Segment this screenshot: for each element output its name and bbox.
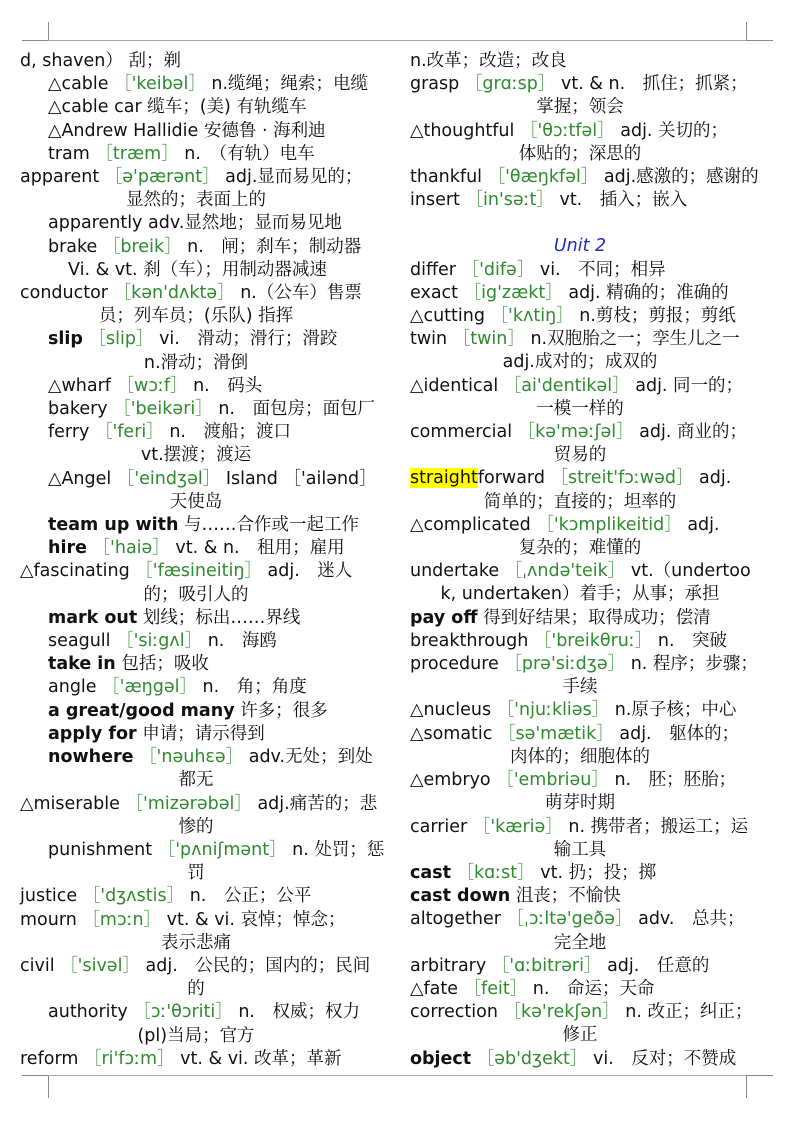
crop-mark-top-left bbox=[22, 22, 49, 41]
definition-continued: 表示悲痛 bbox=[161, 932, 231, 953]
headword: tram bbox=[48, 143, 90, 164]
vocab-entry bbox=[20, 560, 372, 583]
headword: △nucleus bbox=[410, 700, 492, 721]
phonetic: ［'breikθruː］ bbox=[533, 630, 653, 651]
vocab-column-right bbox=[410, 50, 759, 1071]
headword: apply for bbox=[48, 723, 137, 744]
vocab-entry bbox=[20, 909, 372, 932]
headword: cast bbox=[410, 862, 451, 883]
vocab-entry bbox=[410, 50, 750, 73]
headword: hire bbox=[48, 538, 87, 559]
phonetic: ［grɑːsp］ bbox=[464, 74, 556, 95]
definition: vt. & vi. 改革；革新 bbox=[180, 1048, 342, 1069]
headword: grasp bbox=[410, 74, 460, 95]
definition: adv.无处；到处 bbox=[248, 747, 373, 768]
definition-continued: 的；吸引人的 bbox=[143, 584, 249, 605]
phonetic: ［slip］ bbox=[88, 329, 154, 350]
vocab-entry bbox=[20, 166, 372, 189]
headword: apparently bbox=[48, 213, 143, 234]
vocab-list-continued bbox=[410, 50, 759, 212]
definition-continued: 萌芽时期 bbox=[545, 793, 615, 814]
definition: n.双胞胎之一；孪生儿之一 bbox=[530, 329, 740, 350]
headword: correction bbox=[410, 1002, 498, 1023]
definition: 申请；请示得到 bbox=[142, 723, 265, 744]
phonetic: ［'keibəl］ bbox=[114, 74, 206, 95]
phonetic: ［in'səːt］ bbox=[465, 190, 554, 211]
phonetic: ［ai'dentikəl］ bbox=[503, 375, 630, 396]
phonetic: ［'beikəri］ bbox=[113, 399, 213, 420]
definition: Vi. & vt. 刹（车）；用制动器减速 bbox=[68, 259, 327, 280]
definition-continued: 惨的 bbox=[178, 816, 214, 837]
vocab-entry bbox=[410, 699, 750, 722]
phonetic: ［'eindʒəl］ bbox=[116, 468, 221, 489]
headword: △Andrew Hallidie bbox=[48, 120, 199, 141]
vocab-entry bbox=[410, 1048, 750, 1071]
headword: thankful bbox=[410, 167, 483, 188]
definition: adj.感激的；感谢的 bbox=[603, 167, 759, 188]
phonetic: ［kə'rekʃən］ bbox=[503, 1002, 620, 1023]
headword: △cable bbox=[48, 74, 109, 95]
headword: ferry bbox=[48, 422, 90, 443]
vocab-entry bbox=[410, 885, 750, 908]
vocab-entry bbox=[410, 259, 750, 282]
definition: 刮；剃 bbox=[128, 51, 181, 71]
phonetic: ［'pʌniʃmənt］ bbox=[157, 839, 287, 860]
definition-continued: 手续 bbox=[562, 677, 598, 698]
definition: 许多；很多 bbox=[240, 700, 328, 721]
definition: adj. 关切的； bbox=[620, 120, 729, 141]
vocab-list-unit-2 bbox=[410, 259, 758, 1071]
definition-continued: 显然的；表面上的 bbox=[126, 190, 266, 211]
phonetic: ［mɔːn］ bbox=[82, 909, 162, 930]
vocab-entry bbox=[410, 607, 750, 630]
vocab-entry bbox=[20, 793, 378, 816]
phonetic: ［ˌʌndə'teik］ bbox=[504, 561, 626, 582]
crop-mark-bottom-left bbox=[22, 1075, 49, 1098]
vocab-entry bbox=[410, 723, 750, 746]
phonetic: ［'mizərəbəl］ bbox=[125, 793, 252, 814]
vocab-entry bbox=[20, 723, 372, 746]
vocab-entry bbox=[20, 1001, 372, 1024]
headword: commercial bbox=[410, 422, 513, 443]
definition: 得到好结果；取得成功；偿清 bbox=[483, 607, 711, 628]
headword: △complicated bbox=[410, 514, 531, 535]
phonetic: ［kə'məːʃəl］ bbox=[517, 422, 634, 443]
vocab-entry bbox=[20, 1048, 372, 1071]
vocab-entry bbox=[410, 630, 750, 653]
phonetic: ［'nəuhεə］ bbox=[139, 747, 244, 768]
vocab-entry bbox=[410, 560, 750, 583]
phonetic: ［'θɔːtfəl］ bbox=[519, 120, 615, 141]
definition-continued: 的 bbox=[187, 979, 205, 1000]
definition: vt. & n. 租用；雇用 bbox=[175, 538, 345, 559]
definition: vt. & n. 抓住；抓紧； bbox=[560, 74, 748, 95]
definition-continued: 输工具 bbox=[553, 839, 607, 860]
definition: adj. bbox=[699, 468, 732, 489]
phonetic: ［sə'mætik］ bbox=[497, 723, 614, 744]
phonetic: ［træm］ bbox=[95, 143, 179, 164]
definition: 缆车；(美) 有轨缆车 bbox=[147, 97, 307, 118]
definition: n. 面包房；面包厂 bbox=[218, 399, 375, 420]
vocab-entry bbox=[20, 212, 372, 235]
definition: adj. 商业的； bbox=[639, 422, 747, 443]
vocab-entry bbox=[410, 282, 750, 305]
headword: exact bbox=[410, 282, 459, 303]
unit-heading: Unit 2 bbox=[553, 236, 607, 257]
phonetic: ［kɑːst］ bbox=[456, 862, 535, 883]
vocab-entry bbox=[410, 467, 750, 490]
definition-continued: 完全地 bbox=[553, 932, 607, 953]
headword: nowhere bbox=[48, 747, 134, 768]
headword: △fascinating bbox=[20, 561, 130, 582]
vocab-entry bbox=[20, 328, 372, 351]
definition-continued: 一模一样的 bbox=[536, 398, 624, 419]
headword: △fate bbox=[410, 978, 458, 999]
definition: vt. 扔；投；掷 bbox=[540, 862, 657, 883]
headword: cast down bbox=[410, 886, 511, 907]
headword: slip bbox=[48, 329, 83, 350]
headword: apparent bbox=[20, 167, 100, 188]
headword: insert bbox=[410, 190, 460, 211]
definition-continued: n.滑动；滑倒 bbox=[143, 352, 249, 373]
definition: 与……合作或一起工作 bbox=[184, 515, 360, 536]
headword: bakery bbox=[48, 399, 108, 420]
vocab-entry bbox=[410, 769, 750, 792]
vocab-entry bbox=[20, 375, 372, 398]
vocab-entry bbox=[20, 607, 372, 630]
vocab-entry bbox=[20, 746, 372, 769]
definition: adj. 精确的；准确的 bbox=[568, 282, 729, 303]
definition: n. 公正；公平 bbox=[189, 886, 312, 907]
definition: n.改革；改造；改良 bbox=[410, 51, 567, 71]
vocab-entry bbox=[20, 259, 372, 282]
definition: n. 携带者；搬运工；运 bbox=[568, 816, 749, 837]
vocab-entry bbox=[20, 676, 372, 699]
phonetic: ［twin］ bbox=[452, 329, 525, 350]
definition: adv.显然地；显而易见地 bbox=[148, 213, 342, 234]
phonetic: ［'siːgʌl］ bbox=[116, 631, 203, 652]
definition: n. 权威；权力 bbox=[238, 1002, 360, 1023]
phonetic: ［'haiə］ bbox=[92, 538, 170, 559]
phonetic: ［'difə］ bbox=[461, 259, 535, 280]
definition: adv. 总共； bbox=[638, 909, 745, 930]
definition-continued: 天使岛 bbox=[169, 491, 223, 512]
vocab-entry bbox=[20, 236, 372, 259]
headword: △miserable bbox=[20, 793, 120, 814]
vocab-entry bbox=[20, 885, 372, 908]
phonetic: ［'embriəu］ bbox=[496, 770, 609, 791]
vocab-entry bbox=[410, 120, 750, 143]
vocab-entry bbox=[20, 73, 372, 96]
headword: seagull bbox=[48, 631, 111, 652]
definition-continued: 复杂的；难懂的 bbox=[518, 538, 642, 559]
vocab-entry bbox=[20, 468, 377, 491]
definition: adj.显而易见的； bbox=[225, 167, 363, 188]
headword: civil bbox=[20, 955, 55, 976]
headword: △cutting bbox=[410, 306, 485, 327]
phonetic: ［'fæsineitiŋ］ bbox=[135, 561, 262, 582]
crop-mark-bottom-right bbox=[746, 1075, 773, 1098]
definition: n.剪枝；剪报；剪纸 bbox=[579, 306, 736, 327]
phonetic: ［ˌɔːltə'geðə］ bbox=[506, 909, 633, 930]
definition: 沮丧；不愉快 bbox=[515, 886, 621, 907]
vocab-entry bbox=[410, 73, 750, 96]
vocab-entry bbox=[410, 421, 750, 444]
headword: △thoughtful bbox=[410, 120, 515, 141]
definition: n. 闸；刹车；制动器 bbox=[187, 236, 362, 257]
vocab-entry bbox=[410, 189, 750, 212]
definition: vt.（undertoo bbox=[630, 561, 751, 582]
vocab-entry bbox=[20, 120, 372, 143]
definition: Island ［'ailənd］ bbox=[225, 468, 377, 489]
definition: adj. 公民的；国内的；民间 bbox=[145, 955, 371, 976]
vocab-entry bbox=[20, 514, 372, 537]
headword: arbitrary bbox=[410, 955, 487, 976]
definition-continued: 罚 bbox=[187, 863, 205, 884]
definition: n.原子核；中心 bbox=[614, 700, 737, 721]
phonetic: ［'kʌtiŋ］ bbox=[490, 306, 574, 327]
definition: adj. 迷人 bbox=[267, 561, 353, 582]
definition: n. 改正；纠正； bbox=[625, 1002, 753, 1023]
definition: vi. 不同；相异 bbox=[539, 259, 666, 280]
headword: carrier bbox=[410, 816, 468, 837]
headword: △somatic bbox=[410, 723, 493, 744]
headword: d, shaven） bbox=[20, 51, 123, 71]
phonetic: ［'sivəl］ bbox=[60, 955, 140, 976]
definition: n. 海鸥 bbox=[207, 631, 277, 652]
phonetic: ［streit'fɔːwəd］ bbox=[550, 468, 694, 489]
headword: conductor bbox=[20, 283, 109, 304]
vocab-entry bbox=[410, 862, 750, 885]
crop-mark-top-right bbox=[746, 22, 773, 41]
vocab-entry bbox=[410, 305, 750, 328]
phonetic: ［'θæŋkfəl］ bbox=[487, 167, 599, 188]
headword: forward bbox=[477, 468, 545, 489]
headword: △wharf bbox=[48, 375, 111, 396]
definition: n. 突破 bbox=[657, 630, 728, 651]
headword: authority bbox=[48, 1002, 128, 1023]
headword: justice bbox=[20, 886, 78, 907]
definition: n. 程序；步骤； bbox=[630, 654, 758, 675]
vocab-entry bbox=[20, 955, 372, 978]
definition: n. 处罚；惩 bbox=[292, 839, 385, 860]
vocab-entry bbox=[20, 421, 372, 444]
vocab-entry bbox=[20, 143, 372, 166]
definition-continued: 员；列车员；(乐队) 指挥 bbox=[98, 306, 294, 327]
headword: team up with bbox=[48, 515, 179, 536]
definition: n. 胚；胚胎； bbox=[614, 770, 737, 791]
vocab-entry bbox=[410, 1001, 753, 1024]
vocab-entry bbox=[410, 166, 759, 189]
headword: mourn bbox=[20, 909, 77, 930]
vocab-column-left bbox=[20, 50, 385, 1071]
definition-continued: (pl)当局；官方 bbox=[137, 1025, 255, 1046]
definition-continued: k, undertaken）着手；从事；承担 bbox=[440, 584, 720, 605]
phonetic: ［'ɑːbitrəri］ bbox=[491, 955, 602, 976]
headword: △identical bbox=[410, 375, 499, 396]
vocab-entry bbox=[410, 955, 750, 978]
definition: n.缆绳；绳索；电缆 bbox=[211, 74, 369, 95]
vocab-entry bbox=[410, 978, 750, 1001]
definition: vi. 滑动；滑行；滑跤 bbox=[159, 329, 338, 350]
phonetic: ［feit］ bbox=[463, 978, 528, 999]
headword: △embryo bbox=[410, 770, 491, 791]
vocab-entry bbox=[20, 282, 372, 305]
definition-continued: 肉体的；细胞体的 bbox=[510, 746, 650, 767]
definition-continued: adj.成对的；成双的 bbox=[502, 352, 658, 373]
phonetic: ［'kæriə］ bbox=[472, 816, 563, 837]
phonetic: ［əb'dʒekt］ bbox=[476, 1048, 588, 1069]
footer-rule bbox=[48, 1075, 746, 1076]
phonetic: ［wɔːf］ bbox=[116, 375, 188, 396]
definition: n. 码头 bbox=[193, 375, 263, 396]
headword: angle bbox=[48, 677, 97, 698]
headword: reform bbox=[20, 1048, 79, 1069]
headword: △Angel bbox=[48, 468, 112, 489]
definition-continued: vt.摆渡；渡运 bbox=[140, 445, 252, 466]
vocab-entry bbox=[410, 375, 750, 398]
definition: adj. 任意的 bbox=[607, 955, 710, 976]
phonetic: ［'feri］ bbox=[94, 422, 164, 443]
definition: vi. 反对；不赞成 bbox=[592, 1048, 737, 1069]
definition-continued: 掌握；领会 bbox=[536, 97, 624, 118]
definition: vt. 插入；嵌入 bbox=[559, 190, 688, 211]
headword: a great/good many bbox=[48, 700, 235, 721]
headword: punishment bbox=[48, 839, 153, 860]
phonetic: ［'njuːkliəs］ bbox=[496, 700, 610, 721]
definition: n. 命运；天命 bbox=[532, 978, 655, 999]
definition-continued: 修正 bbox=[562, 1025, 598, 1046]
phonetic: ［breik］ bbox=[102, 236, 182, 257]
phonetic: ［'æŋgəl］ bbox=[102, 677, 197, 698]
phonetic: ［'kɔmplikeitid］ bbox=[536, 514, 682, 535]
phonetic: ［kən'dʌktə］ bbox=[113, 283, 235, 304]
highlighted-text: straight bbox=[410, 468, 478, 489]
phonetic: ［ə'pærənt］ bbox=[104, 167, 220, 188]
vocab-entry bbox=[20, 630, 372, 653]
definition: adj. 同一的； bbox=[635, 375, 744, 396]
vocab-entry bbox=[410, 328, 750, 351]
headword: undertake bbox=[410, 561, 500, 582]
definition-continued: 都无 bbox=[178, 770, 214, 791]
definition: 安德鲁 · 海利迪 bbox=[203, 120, 326, 141]
definition: n. （有轨）电车 bbox=[184, 143, 315, 164]
phonetic: ［ri'fɔːm］ bbox=[83, 1048, 175, 1069]
headword: mark out bbox=[48, 607, 138, 628]
definition: n.（公车）售票 bbox=[240, 283, 362, 304]
vocab-entry bbox=[410, 816, 750, 839]
phonetic: ［ɔː'θɔriti］ bbox=[133, 1002, 233, 1023]
definition: 划线；标出……界线 bbox=[142, 607, 301, 628]
vocab-entry bbox=[20, 50, 372, 73]
header-rule bbox=[48, 40, 746, 41]
headword: take in bbox=[48, 654, 116, 675]
vocab-entry bbox=[20, 537, 372, 560]
definition-continued: 贸易的 bbox=[553, 445, 607, 466]
vocab-entry bbox=[20, 96, 372, 119]
definition: adj.痛苦的；悲 bbox=[257, 793, 378, 814]
vocab-entry bbox=[410, 908, 750, 931]
definition: adj. bbox=[687, 514, 720, 535]
vocab-entry bbox=[410, 653, 758, 676]
definition: adj. 躯体的； bbox=[619, 723, 740, 744]
headword: △cable car bbox=[48, 97, 142, 118]
headword: altogether bbox=[410, 909, 501, 930]
definition-continued: 体贴的；深思的 bbox=[518, 143, 642, 164]
definition: vt. & vi. 哀悼；悼念； bbox=[166, 909, 346, 930]
headword: brake bbox=[48, 236, 98, 257]
definition-continued: 简单的；直接的；坦率的 bbox=[483, 491, 677, 512]
definition: n. 渡船；渡口 bbox=[169, 422, 291, 443]
definition: n. 角；角度 bbox=[202, 677, 307, 698]
headword: pay off bbox=[410, 607, 478, 628]
vocab-entry bbox=[410, 514, 750, 537]
vocab-entry bbox=[20, 700, 372, 723]
headword: differ bbox=[410, 259, 456, 280]
vocab-entry bbox=[20, 398, 375, 421]
phonetic: ［prə'siːdʒə］ bbox=[504, 654, 626, 675]
headword: breakthrough bbox=[410, 630, 529, 651]
headword: object bbox=[410, 1048, 472, 1069]
headword: twin bbox=[410, 329, 448, 350]
headword: procedure bbox=[410, 654, 499, 675]
phonetic: ［ig'zækt］ bbox=[463, 282, 563, 303]
definition: 包括；吸收 bbox=[121, 654, 209, 675]
vocab-entry bbox=[20, 653, 372, 676]
vocab-entry bbox=[20, 839, 385, 862]
phonetic: ［'dʒʌstis］ bbox=[82, 886, 185, 907]
